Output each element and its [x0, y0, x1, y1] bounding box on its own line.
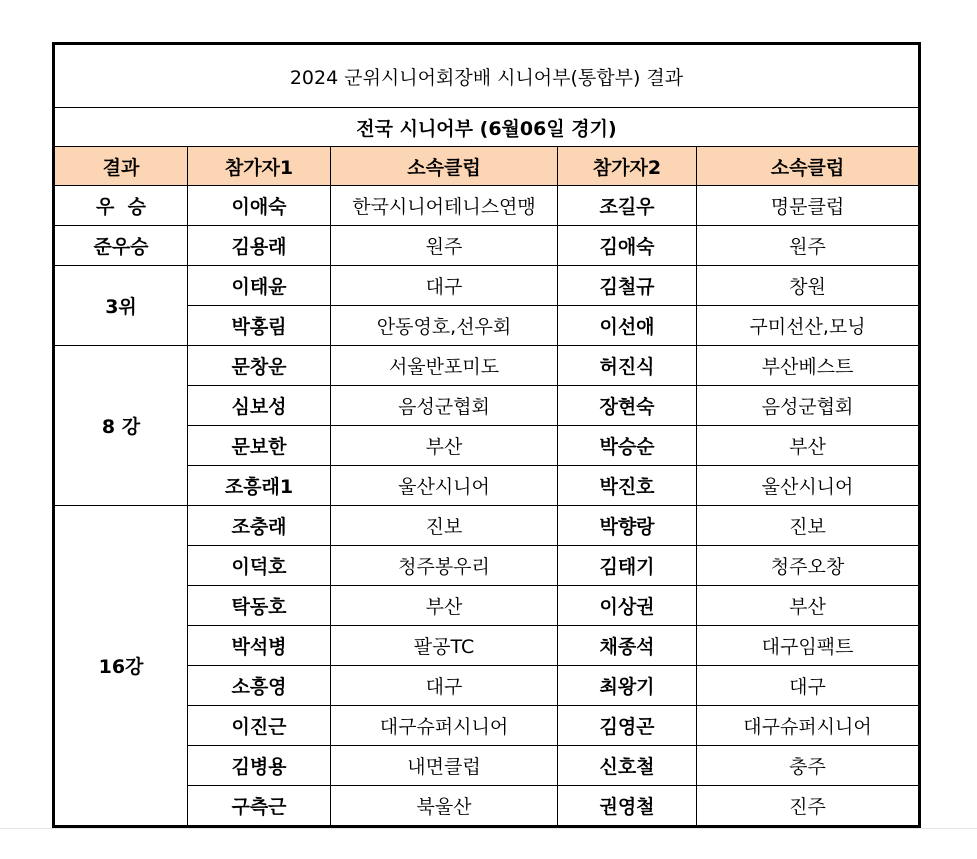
rank-cell: 준우승: [54, 226, 188, 266]
player1-name: 탁동호: [188, 586, 331, 626]
table-row: [54, 266, 920, 306]
player1-club: 서울반포미도: [331, 346, 558, 386]
player1-club: 청주봉우리: [331, 546, 558, 586]
player2-name: 신호철: [558, 746, 697, 786]
player2-club: 대구: [697, 666, 920, 706]
header-row: [54, 147, 920, 186]
header-player1: 참가자1: [188, 147, 331, 186]
player2-club: 원주: [697, 226, 920, 266]
player1-club: 부산: [331, 586, 558, 626]
player2-name: 최왕기: [558, 666, 697, 706]
player2-club: 진주: [697, 786, 920, 827]
header-club2: 소속클럽: [697, 147, 920, 186]
page-subtitle: 전국 시니어부 (6월06일 경기): [54, 108, 920, 147]
player1-name: 박석병: [188, 626, 331, 666]
player2-name: 김애숙: [558, 226, 697, 266]
player1-name: 조흥래1: [188, 466, 331, 506]
player2-club: 음성군협회: [697, 386, 920, 426]
player2-club: 명문클럽: [697, 186, 920, 226]
player1-name: 이태윤: [188, 266, 331, 306]
player2-name: 김태기: [558, 546, 697, 586]
player1-name: 문보한: [188, 426, 331, 466]
player1-name: 구측근: [188, 786, 331, 827]
player2-club: 울산시니어: [697, 466, 920, 506]
player1-name: 김병용: [188, 746, 331, 786]
bottom-strip: [0, 828, 977, 859]
player2-club: 진보: [697, 506, 920, 546]
player2-club: 충주: [697, 746, 920, 786]
player1-club: 원주: [331, 226, 558, 266]
player2-name: 채종석: [558, 626, 697, 666]
player1-club: 북울산: [331, 786, 558, 827]
player2-club: 대구임팩트: [697, 626, 920, 666]
player1-club: 울산시니어: [331, 466, 558, 506]
player2-club: 청주오창: [697, 546, 920, 586]
results-table: [52, 42, 921, 828]
table-row: [54, 186, 920, 226]
table-row: [54, 346, 920, 386]
player1-name: 이덕호: [188, 546, 331, 586]
player1-club: 대구슈퍼시니어: [331, 706, 558, 746]
header-result: 결과: [54, 147, 188, 186]
player2-name: 조길우: [558, 186, 697, 226]
rank-cell: 우 승: [54, 186, 188, 226]
rank-cell: 16강: [54, 506, 188, 827]
header-player2: 참가자2: [558, 147, 697, 186]
player1-club: 한국시니어테니스연맹: [331, 186, 558, 226]
subtitle-row: [54, 108, 920, 147]
player1-name: 소흥영: [188, 666, 331, 706]
player1-club: 내면클럽: [331, 746, 558, 786]
player2-club: 부산베스트: [697, 346, 920, 386]
player2-name: 박승순: [558, 426, 697, 466]
player2-club: 부산: [697, 426, 920, 466]
player2-name: 장현숙: [558, 386, 697, 426]
player2-name: 권영철: [558, 786, 697, 827]
table-row: [54, 226, 920, 266]
page-title: 2024 군위시니어회장배 시니어부(통합부) 결과: [54, 44, 920, 108]
player1-club: 대구: [331, 666, 558, 706]
player1-club: 부산: [331, 426, 558, 466]
player2-name: 이선애: [558, 306, 697, 346]
player1-name: 박홍림: [188, 306, 331, 346]
player2-name: 허진식: [558, 346, 697, 386]
player2-name: 김영곤: [558, 706, 697, 746]
player2-name: 김철규: [558, 266, 697, 306]
player2-name: 이상권: [558, 586, 697, 626]
player1-name: 김용래: [188, 226, 331, 266]
player1-name: 이진근: [188, 706, 331, 746]
title-row: [54, 44, 920, 108]
player1-name: 문창운: [188, 346, 331, 386]
player2-club: 부산: [697, 586, 920, 626]
player1-club: 팔공TC: [331, 626, 558, 666]
player1-name: 조충래: [188, 506, 331, 546]
header-club1: 소속클럽: [331, 147, 558, 186]
player1-club: 음성군협회: [331, 386, 558, 426]
player1-club: 진보: [331, 506, 558, 546]
player2-club: 창원: [697, 266, 920, 306]
player1-name: 이애숙: [188, 186, 331, 226]
rank-cell: 3위: [54, 266, 188, 346]
player2-name: 박향랑: [558, 506, 697, 546]
rank-cell: 8 강: [54, 346, 188, 506]
table-row: [54, 506, 920, 546]
player1-name: 심보성: [188, 386, 331, 426]
player2-club: 대구슈퍼시니어: [697, 706, 920, 746]
player1-club: 안동영호,선우회: [331, 306, 558, 346]
player2-name: 박진호: [558, 466, 697, 506]
player2-club: 구미선산,모닝: [697, 306, 920, 346]
player1-club: 대구: [331, 266, 558, 306]
